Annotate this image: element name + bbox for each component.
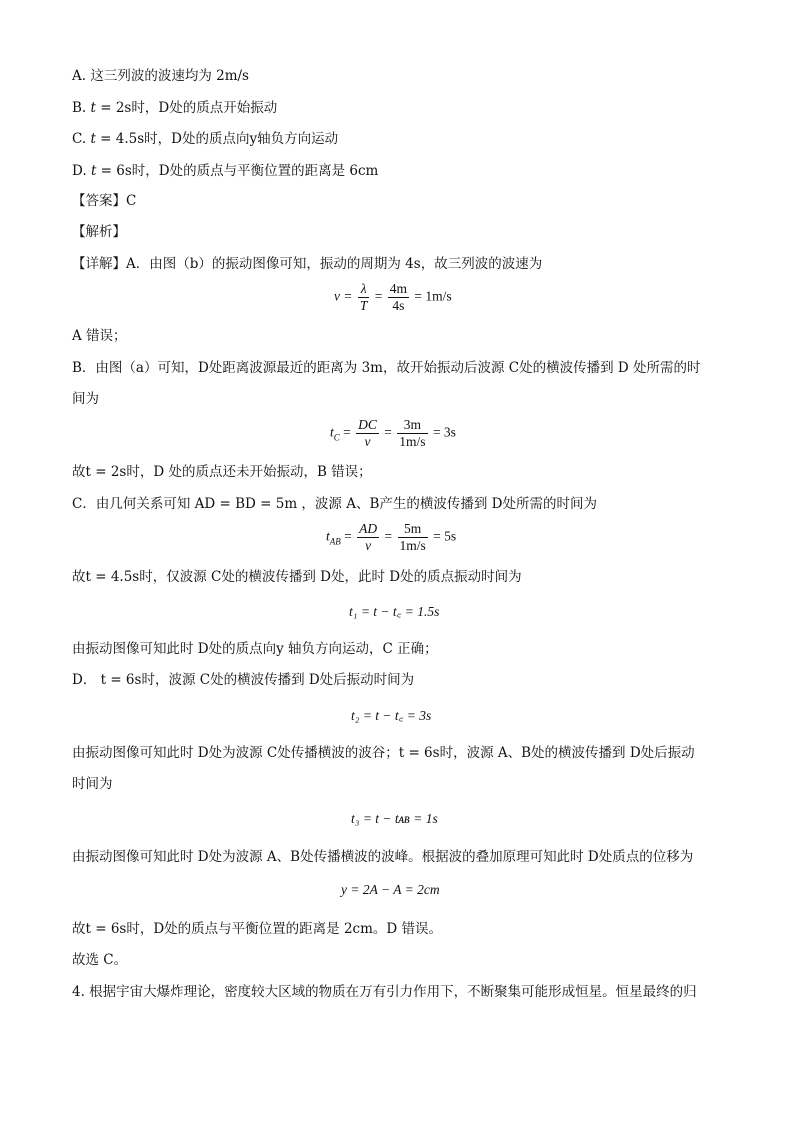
option-b-prefix: B. <box>72 100 87 116</box>
detail-line-13: 故t = 6s时，D处的质点与平衡位置的距离是 2cm。D 错误。 <box>72 921 443 937</box>
equation-wave-speed: v = $\frac{\lambda}{T}$ = $\frac{4m}{4s}$ = 1m/s <box>334 281 452 313</box>
equation-displacement: y = 2A − A = 2cm <box>341 882 440 897</box>
detail-line-1: 【详解】A．由图（b）的振动图像可知，振动的周期为 4s，故三列波的波速为 <box>72 256 543 272</box>
detail-line-2: A 错误； <box>72 328 127 344</box>
option-b <box>72 99 277 117</box>
option-c-text: = 4.5s时，D处的质点向y轴负方向运动 <box>95 131 339 147</box>
equation-tab: $t_{AB}$ = $\frac{AD}{v}$ = $\frac{5m}{1m/s}$ = 5s <box>326 521 457 553</box>
detail-line-3: B．由图（a）可知，D处距离波源最近的距离为 3m，故开始振动后波源 C处的横波传播到 D 处所需的时 <box>72 360 701 376</box>
eq2-frac2: $\frac{3m}{1m/s}$ <box>399 417 426 449</box>
equation-t3: t₃ = t − tᴀʙ = 1s <box>351 811 438 826</box>
option-a: A. 这三列波的波速均为 2m/s <box>72 68 249 84</box>
option-d-text: = 6s时，D处的质点与平衡位置的距离是 6cm <box>96 163 379 179</box>
eq3-frac1: $\frac{AD}{v}$ <box>359 521 378 553</box>
detail-line-11: 时间为 <box>72 776 113 792</box>
next-question: 4. 根据宇宙大爆炸理论，密度较大区域的物质在万有引力作用下，不断聚集可能形成恒星。恒星最终的归 <box>72 984 697 1000</box>
option-c-prefix: C. <box>72 131 87 147</box>
option-d-prefix: D. <box>72 163 87 179</box>
eq3-frac2: $\frac{5m}{1m/s}$ <box>399 521 426 553</box>
detail-line-5: 故t = 2s时，D 处的质点还未开始振动，B 错误； <box>72 464 372 480</box>
answer-label: 【答案】C <box>72 193 137 209</box>
detail-line-14: 故选 C。 <box>72 952 128 968</box>
detail-line-12: 由振动图像可知此时 D处为波源 A、B处传播横波的波峰。根据波的叠加原理可知此时 D处质点的位移为 <box>72 849 694 865</box>
option-b-var: t <box>90 100 96 116</box>
option-c-var: t <box>90 131 96 147</box>
equation-t2: t₂ = t − t꜀ = 3s <box>351 708 432 723</box>
analysis-label: 【解析】 <box>72 224 126 240</box>
equation-t1: t₁ = t − t꜀ = 1.5s <box>349 604 440 619</box>
eq2-frac1: $\frac{DC}{v}$ <box>358 417 377 449</box>
option-d-var: t <box>90 163 97 179</box>
eq1-lhs: v = <box>334 288 353 304</box>
detail-line-9: D． t = 6s时，波源 C处的横波传播到 D处后振动时间为 <box>72 672 415 688</box>
detail-line-8: 由振动图像可知此时 D处的质点向y 轴负方向运动，C 正确； <box>72 641 438 657</box>
option-c <box>72 130 338 148</box>
equation-tc: $t_C$ = $\frac{DC}{v}$ = $\frac{3m}{1m/s}$ = 3s <box>330 417 456 449</box>
detail-line-7: 故t = 4.5s时，仅波源 C处的横波传播到 D处，此时 D处的质点振动时间为 <box>72 569 522 585</box>
option-b-text: = 2s时，D处的质点开始振动 <box>95 100 278 116</box>
eq1-frac1: $\frac{\lambda}{T}$ <box>359 281 368 313</box>
detail-line-4: 间为 <box>72 391 99 407</box>
detail-line-6: C．由几何关系可知 AD = BD = 5m ，波源 A、B产生的横波传播到 D处所需的时间为 <box>72 496 597 512</box>
eq1-frac2: $\frac{4m}{4s}$ <box>389 281 408 313</box>
detail-line-10: 由振动图像可知此时 D处为波源 C处传播横波的波谷；t = 6s时，波源 A、B处的横波传播到 D处后振动 <box>72 745 695 761</box>
option-d <box>72 162 378 180</box>
